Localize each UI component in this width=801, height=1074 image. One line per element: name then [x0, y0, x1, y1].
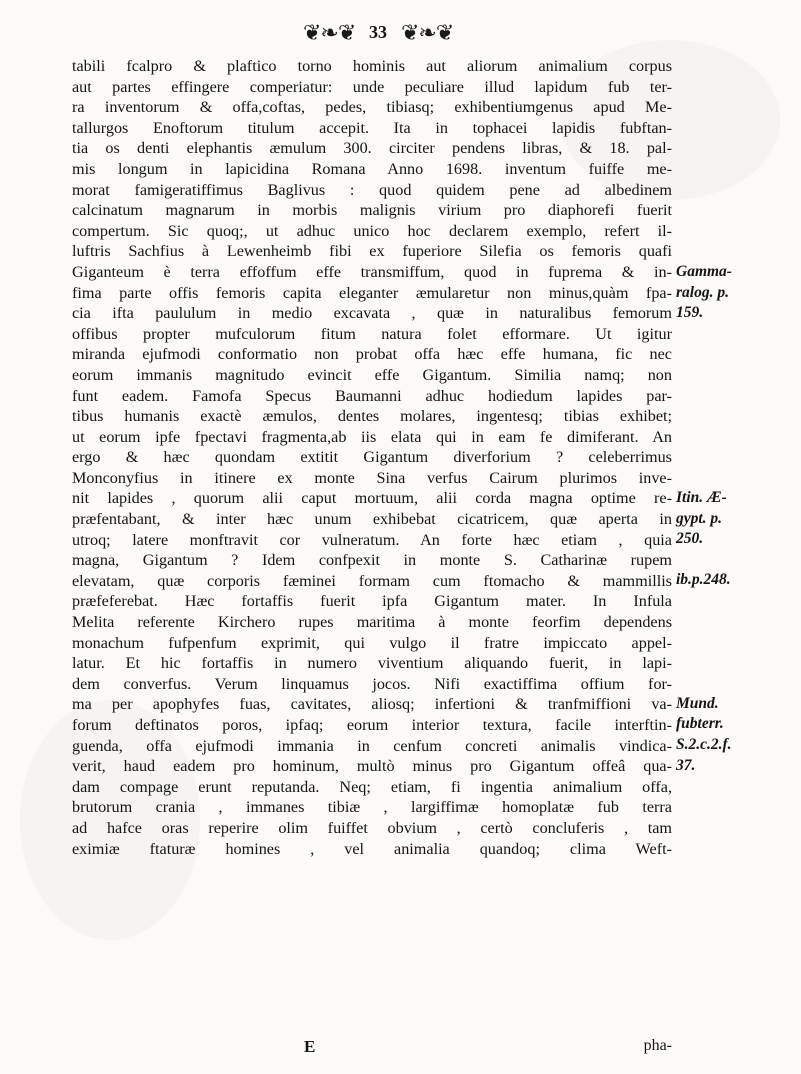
margin-note-line: 37.	[676, 756, 696, 774]
margin-note-itin	[676, 488, 786, 591]
page-number: 33	[369, 22, 387, 42]
text-line: Giganteum è terra effoffum effe transmiffum, quod in fuprema & in-	[72, 262, 672, 281]
text-line: luftris Sachfius à Lewenheimb fibi ex fuperiore Silefia os femoris quafi	[72, 242, 672, 261]
text-line: tia os denti elephantis æmulum 300. circiter pendens libras, & 18. pal-	[72, 139, 672, 158]
text-line: dem converfus. Verum linquamus jocos. Nifi exactiffima offium for-	[72, 674, 672, 693]
text-line: monachum fufpenfum exprimit, qui vulgo il fratre impiccato appel-	[72, 633, 672, 652]
text-line: compertum. Sic quoq;, ut adhuc unico hoc declarem exemplo, refert il-	[72, 221, 672, 240]
catchword: pha-	[643, 1037, 672, 1054]
text-line: offibus propter mufculorum fitum natura folet efformare. Ut igitur	[72, 324, 672, 343]
text-line: ergo & hæc quondam extitit Gigantum diverforium ? celeberrimus	[72, 448, 672, 467]
text-line: guenda, offa ejufmodi immania in cenfum concreti animalis vindica-	[72, 736, 672, 755]
text-line: præfeferebat. Hæc fortaffis fuerit ipfa Gigantum mater. In Infula	[72, 592, 672, 611]
margin-note-line: Gamma-	[676, 263, 732, 280]
text-line: miranda ejufmodi conformatio non probat offa hæc effe humana, fic nec	[72, 345, 672, 364]
margin-note-line: fubterr.	[676, 715, 724, 733]
ornament-left: ❦❧❦	[303, 20, 356, 45]
margin-note-line: ib.p.248.	[676, 571, 731, 589]
text-line: dam compage erunt reputanda. Neq; etiam, fi ingentia animalium offa,	[72, 777, 672, 796]
text-line: tallurgos Enoftorum titulum accepit. Ita in tophacei lapidis fubftan-	[72, 118, 672, 137]
ornament-right: ❦❧❦	[401, 20, 454, 45]
text-line: fima parte offis femoris capita eleganter æmularetur non minus,quàm fpa-	[72, 283, 672, 302]
text-line: aut partes effingere comperiatur: unde peculiare illud lapidum fub ter-	[72, 77, 672, 96]
margin-note-line: 250.	[676, 530, 704, 548]
margin-note-mund	[676, 632, 786, 776]
text-line: elevatam, quæ corporis fæminei formam cum ftomacho & mammillis	[72, 571, 672, 590]
text-line: brutorum crania , immanes tibiæ , largiffimæ homoplatæ fub terra	[72, 798, 672, 817]
text-line: tibus humanis exactè æmulos, dentes molares, ingentesq; tibias exhibet;	[72, 407, 672, 426]
text-line: morat famigeratiffimus Baglivus : quod quidem pene ad albedinem	[72, 180, 672, 199]
margin-note-line: Mund.	[676, 694, 719, 712]
text-line: Melita referente Kirchero rupes maritima à monte feorfim dependens	[72, 613, 672, 632]
margin-note-line: S.2.c.2.f.	[676, 735, 732, 753]
text-line: ad hafce oras reperire olim fuiffet obvium , certò concluferis , tam	[72, 818, 672, 837]
margin-note-line: 159.	[676, 304, 704, 322]
text-line: ut eorum ipfe fpectavi fragmenta,ab iis elata qui in eam fe dimiferant. An	[72, 427, 672, 446]
text-line: forum deftinatos poros, ipfaq; eorum interior textura, facile interftin-	[72, 716, 672, 734]
margin-note-line: gypt. p.	[676, 509, 723, 527]
text-line: tabili fcalpro & plaftico torno hominis aut aliorum animalium corpus	[72, 57, 672, 75]
margin-note-line: ralog. p.	[676, 283, 729, 301]
text-line: ra inventorum & offa,coftas, pedes, tibiasq; exhibentiumgenus apud Me-	[72, 98, 672, 117]
text-line: magna, Gigantum ? Idem confpexit in monte S. Catharinæ rupem	[72, 551, 672, 570]
signature-mark: E	[304, 1037, 316, 1056]
text-line: eorum immanis magnitudo evincit effe Gigantum. Similia namq; non	[72, 365, 672, 384]
text-line: præfentabant, & inter hæc unum exhibebat cicatricem, quæ aperta in	[72, 510, 672, 529]
margin-note-line: Itin. Æ-	[676, 489, 727, 506]
text-line: nit lapides , quorum alii caput mortuum, alii corda magna optime re-	[72, 489, 672, 508]
text-line: latur. Et hic fortaffis in numero viventium aliquando fuerit, in lapi-	[72, 654, 672, 673]
text-line: eximiæ ftaturæ homines , vel animalia quandoq; clima Weft-	[72, 839, 672, 858]
text-line: ma per apophyfes fuas, cavitates, aliosq; infertioni & tranfmiffioni va-	[72, 695, 672, 714]
text-line: calcinatum magnarum in morbis malignis virium pro diaphorefi fuerit	[72, 201, 672, 220]
main-text-block	[72, 56, 672, 859]
text-line: utroq; latere monftravit cor vulneratum. An forte hæc etiam , quia	[72, 530, 672, 549]
margin-note-gammaralog	[676, 77, 786, 324]
running-header	[0, 14, 801, 54]
text-line: verit, haud eadem pro hominum, multò minus pro Gigantum offeâ qua-	[72, 757, 672, 776]
text-line: funt eadem. Famofa Specus Baumanni adhuc hodiedum lapides par-	[72, 386, 672, 405]
page-footer	[72, 1037, 672, 1059]
text-line: Monconyfius in itinere ex monte Sina verfus Cairum plurimos inve-	[72, 468, 672, 487]
text-line: mis longum in lapicidina Romana Anno 1698. inventum fuiffe me-	[72, 159, 672, 178]
text-line: cia ifta paululum in medio excavata , quæ in naturalibus femorum	[72, 304, 672, 323]
